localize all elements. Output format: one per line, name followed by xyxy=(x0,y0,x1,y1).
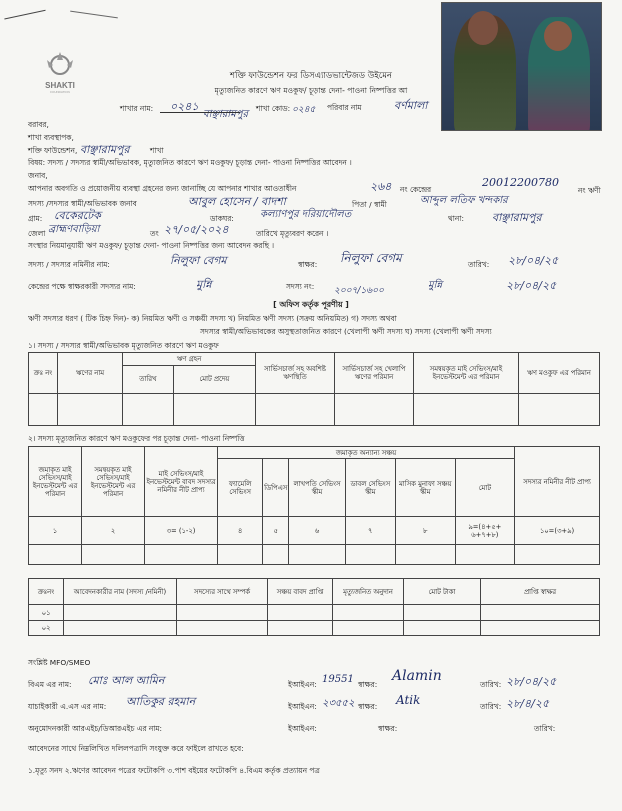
underline xyxy=(160,112,240,113)
pen-mark xyxy=(4,10,47,29)
settlement-table xyxy=(28,446,600,565)
family-hw: বর্ণমালা xyxy=(394,99,428,112)
p4-c: তারিখে মৃত্যুবরণ করেন । xyxy=(256,229,329,238)
branch-code-hw: ০২৪৫ xyxy=(292,105,316,115)
col-group: জমাকৃত অন্যান্য সঞ্চয় xyxy=(218,447,515,459)
col-h5: ডিপিএস xyxy=(263,459,289,517)
member-hw: নিলুফা বেগম xyxy=(170,254,227,267)
table-row xyxy=(29,545,600,565)
bm-date-hw: ২৮/০৪/২৫ xyxy=(506,675,557,688)
col-h7: ডাবল সেভিংস স্কীম xyxy=(345,459,395,517)
col-receipt: প্রাপ্তি স্বাক্ষর xyxy=(481,579,600,605)
col-savings: সঞ্চয় বাবদ প্রাপ্তি xyxy=(268,579,333,605)
sign2-hw: মুন্নি xyxy=(428,280,443,291)
p2-a: সদস্য /সদস্যর স্বামী/অভিভাবক জনাব xyxy=(28,199,137,208)
col-h6: লাখপতি সেভিংস স্কীম xyxy=(289,459,345,517)
family-label: পরিবার নাম xyxy=(327,103,362,112)
member-label: সদস্য / সদস্যর নমিনীর নাম: xyxy=(28,260,110,269)
center-hw: মুন্নি xyxy=(196,278,212,291)
sign-hw: নিলুফা বেগম xyxy=(340,251,402,265)
branch-code-label: শাখা কোড: xyxy=(256,104,291,113)
bm-ein-hw: 19551 xyxy=(322,674,354,685)
docs-list: ১.মৃত্যু সনদ ২.ঋণের আবেদন পত্রের ফটোকপি ৩.পাশ বইয়ের ফটোকপি ৪.বিএম কর্তৃক প্রত্যায়ন পত্র xyxy=(28,766,320,775)
rh-label: অনুমোদনকারী আরএইচ/ডিআরএইচ এর নাম: xyxy=(28,724,163,733)
p3-village-hw: বেকেরটেক xyxy=(54,209,101,222)
member-no-hw: ২০০৭/১৬০০ xyxy=(334,286,384,296)
loan-type: ঋণী সদস্যর ধরণ ( টিক চিহ্ন দিন)- ক) নিয়মিত ঋণী ও সঞ্চয়ী সদস্য খ) নিয়মিত ঋণী সদস্য (সক্রয় অনিয়মিত) গ) সদস্য অথবা xyxy=(28,314,397,323)
cell: ১০=(৩+৯) xyxy=(515,517,600,545)
rh-sign-label: স্বাক্ষর: xyxy=(378,724,398,733)
manager: শাখা ব্যবস্থাপক, xyxy=(28,133,74,142)
p1-num-hw: 20012200780 xyxy=(482,176,559,189)
p1-a: আপনার অবগতি ও প্রয়োজনীয় ব্যবস্থা গ্রহনের জন্য জানাচ্ছি যে আপনার শাখার আওতাধীন xyxy=(28,184,297,193)
logo-tagline: FOUNDATION xyxy=(50,90,70,94)
bm-ein-label: ইআইএন: xyxy=(288,680,317,689)
p3-c: থানা: xyxy=(448,214,464,223)
p3-thana-hw: বাঞ্ছারামপুর xyxy=(492,211,542,224)
sign-label: স্বাক্ষর: xyxy=(298,260,318,269)
table2-caption: ২। সদস্য মৃত্যুজনিত কারণে ঋণ মওকুফের পর চূড়ান্ত দেনা- পাওনা নিষ্পত্তি xyxy=(28,434,245,443)
cell: ৫ xyxy=(263,517,289,545)
col-adj: সমন্বয়কৃত মাই সেভিংস/মাই ইনভেস্টমেন্ট এর পরিমান xyxy=(414,353,519,394)
p3-a: গ্রাম: xyxy=(28,214,43,223)
branch-hw: বাঞ্ছারামপুর xyxy=(80,143,130,156)
p5: সংস্থার নিয়মানুযায়ী ঋণ মওকুফ/ চূড়ান্ত দেনা- পাওনা নিষ্পত্তির জন্য আবেদন করছি । xyxy=(28,241,275,250)
col-h3: মাই সেভিংস/মাই ইনভেস্টমেন্ট বাবদ সদস্যর নমিনীর নীট প্রাপ্য xyxy=(145,447,218,517)
cell: ৯=(৪+৫+ ৬+৭+৮) xyxy=(455,517,514,545)
p4-dist-hw: ব্রাহ্মণবাড়িয়া xyxy=(48,224,100,235)
cell: ০১ xyxy=(29,605,64,620)
col-relation: সদস্যের সাথে সম্পর্ক xyxy=(177,579,268,605)
col-waive: ঋণ মওকুফ এর পরিমান xyxy=(519,353,600,394)
p4-b: তং xyxy=(150,229,159,238)
p4-date-hw: ২৭/০৫/২০২৪ xyxy=(164,223,229,236)
as-name-hw: আতিকুর রহমান xyxy=(126,695,196,708)
member-photo xyxy=(441,2,602,131)
col-sl: ক্রঃনং xyxy=(29,579,64,605)
rh-date-label: তারিখ: xyxy=(534,724,556,733)
as-date-hw: ২৮/৪/২৫ xyxy=(506,697,550,710)
loan-type2: সদস্যর স্বামী/অভিভাবকের অসুস্থতাজনিত কারণে (খেলাপী ঋণী সদস্য ঘ) সদস্য (খেলাপী ঋণী সদস্য xyxy=(200,327,492,336)
table-row xyxy=(29,393,600,425)
bm-sign-hw: Alamin xyxy=(392,668,442,684)
date2-hw: ২৮/০৪/২৫ xyxy=(506,279,557,292)
col-applicant: আবেদনকারীর নাম (সদস্য /নমিনী) xyxy=(64,579,177,605)
bm-sign-label: স্বাক্ষর: xyxy=(358,680,378,689)
cell: ৮ xyxy=(395,517,455,545)
table-row xyxy=(29,517,600,545)
salutation: জনাব, xyxy=(28,171,48,180)
col-h8: মাসিক মুনাফা সঞ্চয় স্কীম xyxy=(395,459,455,517)
col-sc: সার্ভিসচার্জ সহ অবশিষ্ট ঋণস্থিতি xyxy=(256,353,335,394)
logo xyxy=(38,48,82,94)
col-date: তারিখ xyxy=(123,365,174,393)
payment-table xyxy=(28,578,600,636)
pen-mark xyxy=(70,11,118,19)
col-h1: জমাকৃত মাই সেভিংস/মাই ইনভেস্টমেন্ট এর পরিমান xyxy=(29,447,82,517)
cell: ৩= (১-২) xyxy=(145,517,218,545)
as-ein-label: ইআইএন: xyxy=(288,702,317,711)
as-ein-hw: ২৩৫৫২ xyxy=(322,698,355,709)
p2-father-hw: আব্দুল লতিফ খন্দকার xyxy=(420,195,508,206)
table1-caption: ১। সদস্য / সদস্যর স্বামী/অভিভাবক মৃত্যুজনিত কারণে ঋণ মওকুফ xyxy=(28,341,219,350)
bm-name-hw: মোঃ আল আমিন xyxy=(88,674,165,687)
branch-name-label: শাখার নাম: xyxy=(120,104,154,113)
p2-name-hw: আবুল হোসেন / বাদশা xyxy=(188,195,286,208)
attach-note: আবেদনের সাথে নিম্নলিখিত দলিলপত্রাদি সংযুক্ত করে ফাইলে রাখতে হবে: xyxy=(28,744,244,753)
member-no-label: সদস্য নং: xyxy=(286,282,315,291)
bm-date-label: তারিখ: xyxy=(480,680,502,689)
table-row xyxy=(29,620,600,635)
center-label: কেন্দ্রের পক্ষে স্বাক্ষরকারী সদস্যর নাম: xyxy=(28,282,136,291)
col-grant: মৃত্যুজনিত অনুদান xyxy=(333,579,404,605)
cell: ১ xyxy=(29,517,82,545)
table-row xyxy=(29,605,600,620)
date-label: তারিখ: xyxy=(468,260,490,269)
date-hw: ২৮/০৪/২৫ xyxy=(508,254,559,267)
p4-a: জেলা xyxy=(28,229,46,238)
col-amount: মোট প্রদেয় xyxy=(173,365,255,393)
col-disb: ঋণ গ্রহন xyxy=(123,353,256,366)
p1-b: নং কেন্দ্রের xyxy=(400,185,432,194)
rh-ein-label: ইআইএন: xyxy=(288,724,317,733)
branch-name-hw: ০২৪১ xyxy=(170,100,199,113)
loan-waiver-table xyxy=(28,352,600,426)
cell: ২ xyxy=(82,517,145,545)
logo-brand: SHAKTI xyxy=(45,81,75,90)
cell: ৬ xyxy=(289,517,345,545)
p3-po-hw: কল্যাণপুর দরিয়াদৌলত xyxy=(260,209,352,220)
branch-name-hw2: বাঞ্ছারামপুর xyxy=(203,109,249,120)
as-sign-label: স্বাক্ষর: xyxy=(358,702,378,711)
col-h2: সমন্বয়কৃত মাই সেভিংস/মাই ইনভেস্টমেন্ট এর পরিমান xyxy=(82,447,145,517)
form-title: মৃত্যুজনিত কারণে ঋণ মওকুফ/ চূড়ান্ত দেনা- পাওনা নিষ্পত্তির আ xyxy=(214,86,408,95)
col-loan: ঋণের নাম xyxy=(58,353,123,394)
cell: ০২ xyxy=(29,620,64,635)
cell: ৪ xyxy=(218,517,263,545)
bm-label: বিএম এর নাম: xyxy=(28,680,72,689)
as-label: যাচাইকারী এ.এস এর নাম: xyxy=(28,702,107,711)
col-h10: সদস্যর নমিনীর নীট প্রাপ্য xyxy=(515,447,600,517)
branch-suffix: শাখা xyxy=(150,146,164,155)
col-h9: মোট xyxy=(455,459,514,517)
as-sign-hw: Atik xyxy=(396,693,421,707)
to: বরাবর, xyxy=(28,120,49,129)
subject: বিষয়: সদস্য / সদস্যর স্বামী/অভিভাবক, মৃত্যুজনিত কারণে ঋণ মওকুফ/ চূড়ান্ত দেনা- পাওনা নিষ্পত্তির আবেদন । xyxy=(28,158,352,167)
as-date-label: তারিখ: xyxy=(480,702,502,711)
col-sc2: সার্ভিসচার্জ সহ খেলাপি ঋণের পরিমান xyxy=(335,353,414,394)
col-h4: ফ্যামেলি সেভিংস xyxy=(218,459,263,517)
col-total: মোট টাকা xyxy=(404,579,481,605)
office-title: [ অফিস কর্তৃক পূরণীয় ] xyxy=(273,300,349,309)
cell: ৭ xyxy=(345,517,395,545)
p1-c: নং ঋণী xyxy=(578,186,601,195)
mfo-label: সংশ্লিষ্ট MFO/SMEO xyxy=(28,658,91,667)
foundation: শক্তি ফাউন্ডেশন, xyxy=(28,146,78,155)
p2-b: পিতা / স্বামী xyxy=(352,200,387,209)
col-sl: ক্রঃ নং xyxy=(29,353,58,394)
p3-b: ডাকঘর: xyxy=(210,214,234,223)
p1-center-hw: ২৬৪ xyxy=(370,180,392,193)
org-title: শক্তি ফাউন্ডেশন ফর ডিসএ্যাডভান্টেজড উইমেন xyxy=(230,71,392,81)
